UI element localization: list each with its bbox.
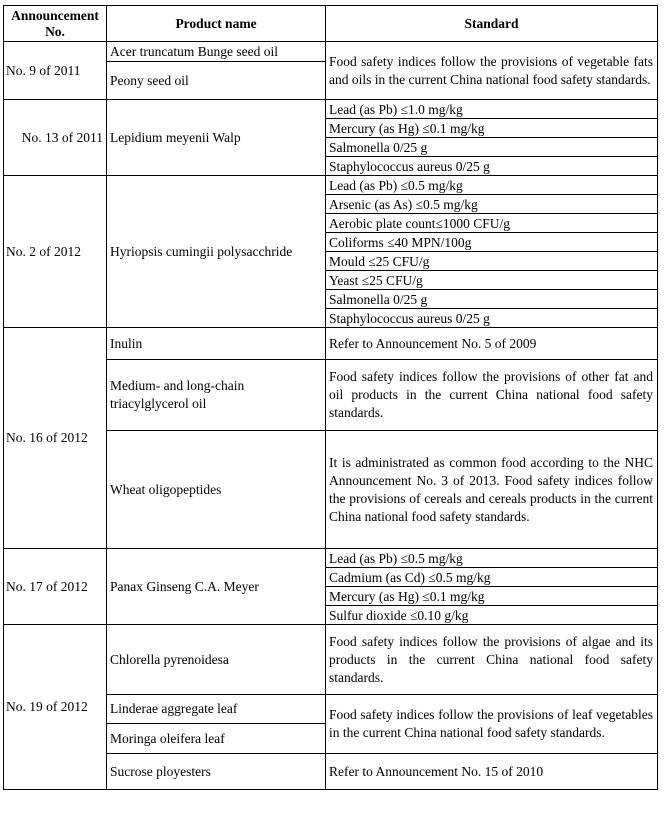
product-cell: Moringa oleifera leaf xyxy=(107,724,326,754)
product-cell: Medium- and long-chain triacylglycerol oil xyxy=(107,360,326,431)
table-row xyxy=(4,100,658,119)
standard-cell: Mercury (as Hg) ≤0.1 mg/kg xyxy=(326,587,658,606)
standard-cell: Sulfur dioxide ≤0.10 g/kg xyxy=(326,606,658,625)
table-header xyxy=(4,6,658,42)
standard-cell: Aerobic plate count≤1000 CFU/g xyxy=(326,214,658,233)
announcement-cell: No. 13 of 2011 xyxy=(4,100,107,176)
product-cell: Acer truncatum Bunge seed oil xyxy=(107,42,326,62)
standard-cell: Arsenic (as As) ≤0.5 mg/kg xyxy=(326,195,658,214)
product-cell: Wheat oligopeptides xyxy=(107,431,326,549)
announcement-cell: No. 16 of 2012 xyxy=(4,328,107,549)
product-cell: Lepidium meyenii Walp xyxy=(107,100,326,176)
standard-cell: Lead (as Pb) ≤0.5 mg/kg xyxy=(326,176,658,195)
product-cell: Panax Ginseng C.A. Meyer xyxy=(107,549,326,625)
announcement-cell: No. 17 of 2012 xyxy=(4,549,107,625)
standard-cell: Salmonella 0/25 g xyxy=(326,138,658,157)
table-body xyxy=(4,42,658,790)
table-row xyxy=(4,42,658,62)
standard-cell: Food safety indices follow the provisions of other fat and oil products in the current China national food safety standards. xyxy=(326,360,658,431)
standard-cell: Staphylococcus aureus 0/25 g xyxy=(326,157,658,176)
header-announcement: Announcement No. xyxy=(4,6,107,42)
standard-cell: Yeast ≤25 CFU/g xyxy=(326,271,658,290)
standard-cell: Food safety indices follow the provisions of leaf vegetables in the current China national food safety standards. xyxy=(326,695,658,754)
product-cell: Sucrose ployesters xyxy=(107,754,326,790)
announcement-cell: No. 2 of 2012 xyxy=(4,176,107,328)
header-standard: Standard xyxy=(326,6,658,42)
standard-cell: Refer to Announcement No. 5 of 2009 xyxy=(326,328,658,360)
standard-cell: Coliforms ≤40 MPN/100g xyxy=(326,233,658,252)
standard-cell: Salmonella 0/25 g xyxy=(326,290,658,309)
food-standards-table xyxy=(3,5,658,790)
table-row xyxy=(4,176,658,195)
standard-cell: Refer to Announcement No. 15 of 2010 xyxy=(326,754,658,790)
standard-cell: Staphylococcus aureus 0/25 g xyxy=(326,309,658,328)
standard-cell: Mercury (as Hg) ≤0.1 mg/kg xyxy=(326,119,658,138)
table-row xyxy=(4,328,658,360)
product-cell: Hyriopsis cumingii polysacchride xyxy=(107,176,326,328)
header-product-name: Product name xyxy=(107,6,326,42)
table-row xyxy=(4,625,658,695)
standard-cell: Mould ≤25 CFU/g xyxy=(326,252,658,271)
standard-cell: Lead (as Pb) ≤0.5 mg/kg xyxy=(326,549,658,568)
product-cell: Inulin xyxy=(107,328,326,360)
announcement-cell: No. 9 of 2011 xyxy=(4,42,107,100)
standard-cell: Cadmium (as Cd) ≤0.5 mg/kg xyxy=(326,568,658,587)
standard-cell: Lead (as Pb) ≤1.0 mg/kg xyxy=(326,100,658,119)
product-cell: Chlorella pyrenoidesa xyxy=(107,625,326,695)
standard-cell: Food safety indices follow the provisions of algae and its products in the current China national food safety standards. xyxy=(326,625,658,695)
standard-cell: Food safety indices follow the provisions of vegetable fats and oils in the current China national food safety standards. xyxy=(326,42,658,100)
header-row xyxy=(4,6,658,42)
table-row xyxy=(4,549,658,568)
standard-cell: It is administrated as common food according to the NHC Announcement No. 3 of 2013. Food safety indices follow the provisions of cereals and cereals products in the current China national food safety standards. xyxy=(326,431,658,549)
product-cell: Peony seed oil xyxy=(107,62,326,100)
product-cell: Linderae aggregate leaf xyxy=(107,695,326,724)
announcement-cell: No. 19 of 2012 xyxy=(4,625,107,790)
